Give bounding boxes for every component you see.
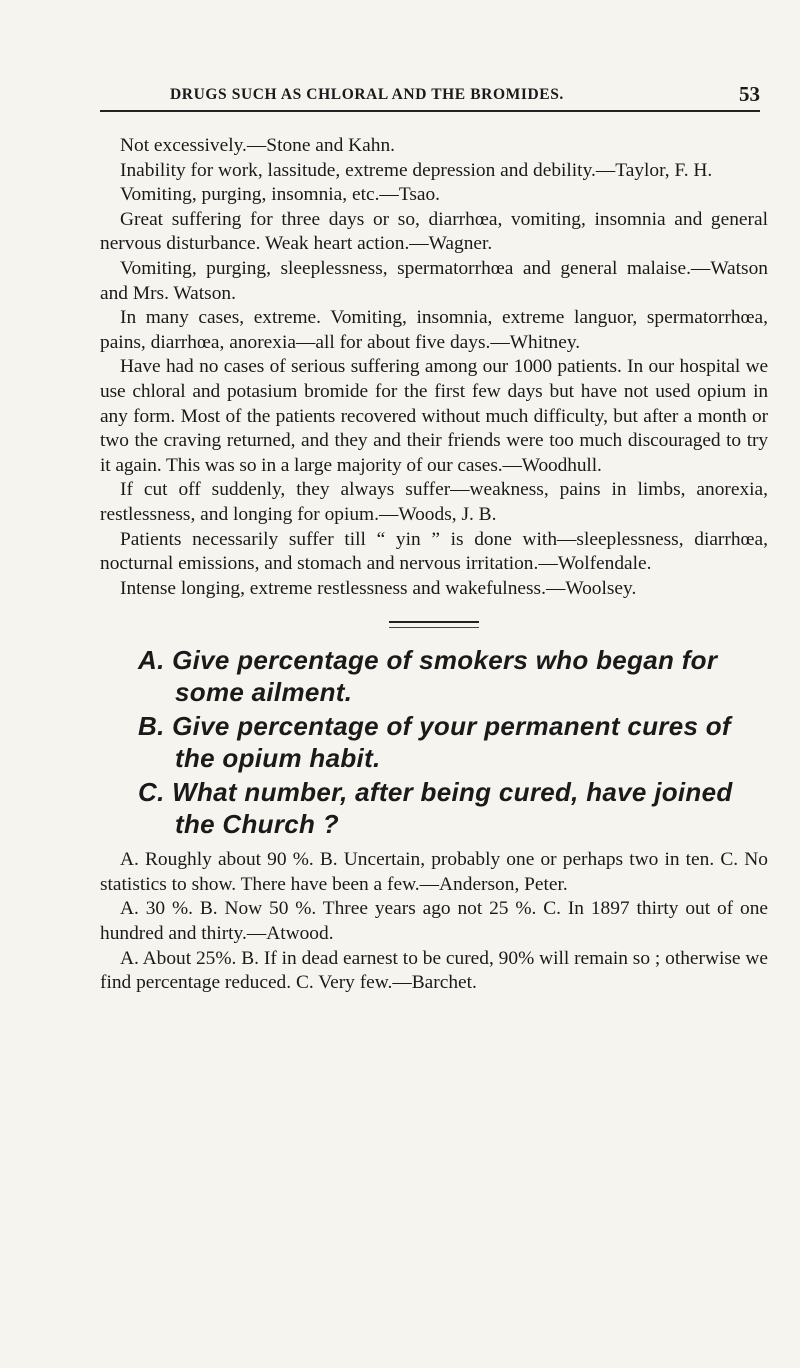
paragraph-tsao: Vomiting, purging, insomnia, etc.—Tsao. — [120, 184, 441, 206]
paragraph-wolfendale: Patients necessarily suffer till “ yin ” is done with—sleeplessness, diarrhœa, nocturnal emissions, and stomach and nervous irritation.—Wolfendale. — [100, 528, 768, 575]
paragraph-stone-kahn: Not excessively.—Stone and Kahn. — [120, 135, 395, 156]
answer-atwood: A. 30 %. B. Now 50 %. Three years ago not 25 %. C. In 1897 thirty out of one hundred and thirty.—Atwood. — [100, 898, 768, 945]
answer-anderson: A. Roughly about 90 %. B. Uncertain, probably one or perhaps two in ten. C. No statistics to show. There have been a few.—Anderson, Peter. — [100, 849, 768, 895]
question-b: B. Give percentage of your permanent cures of the opium habit. — [138, 711, 731, 774]
answers-section — [100, 848, 768, 996]
question-a: A. Give percentage of smokers who began for some ailment. — [138, 645, 718, 708]
page-number: 53 — [739, 82, 760, 106]
page-header — [100, 84, 760, 114]
question-c: C. What number, after being cured, have joined the Church ? — [138, 777, 733, 840]
paragraph-wagner: Great suffering for three days or so, diarrhœa, vomiting, insomnia and general nervous disturbance. Weak heart action.—Wagner. — [100, 208, 768, 255]
answer-barchet: A. About 25%. B. If in dead earnest to be cured, 90% will remain so ; otherwise we find percentage reduced. C. Very few.—Barchet. — [100, 947, 768, 994]
header-rule — [100, 110, 760, 112]
running-head: DRUGS SUCH AS CHLORAL AND THE BROMIDES. — [170, 86, 564, 103]
paragraph-whitney: In many cases, extreme. Vomiting, insomnia, extreme languor, spermatorrhœa, pains, diarrhœa, anorexia—all for about five days.—Whitney. — [100, 307, 768, 353]
paragraph-taylor: Inability for work, lassitude, extreme depression and debility.—Taylor, F. H. — [120, 159, 713, 181]
paragraph-watson: Vomiting, purging, sleeplessness, spermatorrhœa and general malaise.—Watson and Mrs. Watson. — [100, 257, 768, 304]
page-body — [100, 134, 768, 996]
paragraph-woods: If cut off suddenly, they always suffer—weakness, pains in limbs, anorexia, restlessness, and longing for opium.—Woods, J. B. — [100, 479, 768, 525]
paragraph-woodhull: Have had no cases of serious suffering among our 1000 patients. In our hospital we use chloral and potasium bromide for the first few days but have not used opium in any form. Most of the patients recovered without much difficulty, but after a month or two the craving returned, and they and their friends were too much discouraged to try it again. This was so in a large majority of our cases.—Woodhull. — [100, 356, 768, 476]
section-divider — [389, 621, 479, 628]
paragraph-woolsey: Intense longing, extreme restlessness and wakefulness.—Woolsey. — [120, 577, 637, 599]
